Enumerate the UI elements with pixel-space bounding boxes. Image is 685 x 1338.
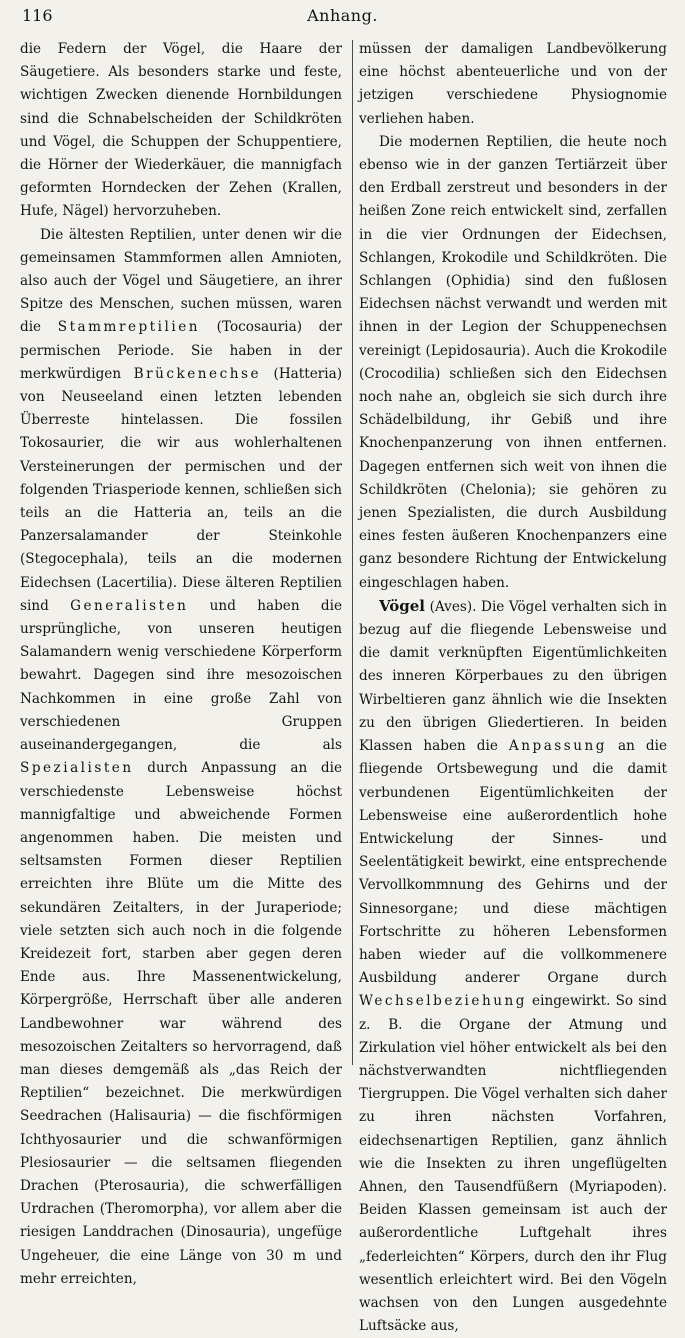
right-column — [359, 38, 667, 1338]
text-run: an die fliegende Ortsbewegung und die damit verbundenen Eigentümlichkeiten der Lebensweise eine außerordentlich hohe Entwickelung der Sinnes- und Seelentätigkeit bewirkt, eine entsprechende Vervollkommnung des Gehirns und der Sinnesorgane; und diese mächtigen Fortschritte zu höheren Lebensformen haben wieder auf die vollkommenere Ausbildung anderer Organe durch — [359, 738, 667, 987]
text-run: eingewirkt. So sind z. B. die Organe der Atmung und Zirkulation viel höher entwickelt als bei den nächstverwandten nichtfliegenden Tiergruppen. Die Vögel verhalten sich daher zu ihren nächsten Vorfahren, eidechsenartigen Reptilien, ganz ähnlich wie die Insekten zu ihren ungeflügelten Ahnen, den Tausendfüßern (Myriapoden). Beiden Klassen gemeinsam ist auch der außerordentliche Luftgehalt ihres „federleichten“ Körpers, durch den ihr Flug wesentlich erleichtert wird. Bei den Vögeln wachsen von den Lungen ausgedehnte Luftsäcke aus, — [359, 993, 667, 1335]
emphasized-term: Wechselbeziehung — [359, 993, 527, 1010]
paragraph: müssen der damaligen Landbevölkerung eine höchst abenteuerliche und von der jetzigen verschiedene Physiognomie verliehen haben. — [359, 41, 667, 127]
running-head: Anhang. — [307, 6, 378, 25]
text-run: und haben die ursprüngliche, von unseren heutigen Salamandern wenig verschiedene Körperform bewahrt. Dagegen sind ihre mesozoischen Nachkommen in eine große Zahl von verschiedenen Gruppen auseinandergegangen, die als — [20, 597, 342, 754]
emphasized-term: Generalisten — [70, 597, 189, 614]
paragraph — [359, 595, 667, 1338]
emphasized-term: Anpassung — [508, 738, 607, 755]
page-number: 116 — [22, 6, 53, 25]
column-rule — [352, 40, 353, 1065]
paragraph: Die modernen Reptilien, die heute noch ebenso wie in der ganzen Tertiärzeit über den Erdball zerstreut und besonders in der heißen Zone reich entwickelt sind, zerfallen in die vier Ordnungen der Eidechsen, Schlangen, Krokodile und Schildkröten. Die Schlangen (Ophidia) sind den fußlosen Eidechsen nächst verwandt und werden mit ihnen in der Legion der Schuppenechsen vereinigt (Lepidosauria). Auch die Krokodile (Crocodilia) schließen sich den Eidechsen noch nahe an, obgleich sie sich durch ihre Schädelbildung, ihr Gebiß und ihre Knochenpanzerung von ihnen entfernen. Dagegen entfernen sich weit von ihnen die Schildkröten (Chelonia); sie gehören zu jenen Spezialisten, die durch Ausbildung eines festen äußeren Knochenpanzers eine ganz besondere Richtung der Entwickelung eingeschlagen haben. — [359, 133, 667, 591]
text-run: (Aves). Die Vögel verhalten sich in bezug auf die fliegende Lebensweise und die damit verknüpften Eigentümlichkeiten des inneren Körperbaues zu den übrigen Wirbeltieren ganz ähnlich wie die Insekten zu den übrigen Gliedertieren. In beiden Klassen haben die — [359, 598, 667, 755]
left-column — [20, 38, 342, 1291]
emphasized-term: Brückenechse — [133, 365, 261, 382]
text-run: (Tocosauria) der permischen Periode. Sie haben in der merkwürdigen — [20, 319, 342, 382]
emphasized-term: Stammreptilien — [57, 319, 200, 336]
text-run: (Hatteria) von Neuseeland einen letzten lebenden Überreste hintelassen. Die fossilen Tokosaurier, die wir aus wohlerhaltenen Versteinerungen der permischen und der folgenden Triasperiode kennen, schließen sich teils an die Hatteria an, teils an die Panzersalamander der Steinkohle (Stegocephala), teils an die modernen Eidechsen (Lacertilia). Diese älteren Reptilien sind — [20, 365, 343, 614]
paragraph — [20, 224, 342, 1291]
text-run: durch Anpassung an die verschiedenste Lebensweise höchst mannigfaltige und abweichende Formen angenommen haben. Die meisten und seltsamsten Formen dieser Reptilien erreichten ihre Blüte um die Mitte des sekundären Zeitalters, in der Juraperiode; viele setzten sich auch noch in die folgende Kreidezeit fort, starben aber gegen deren Ende aus. Ihre Massenentwickelung, Körpergröße, Herrschaft über alle anderen Landbewohner war während des mesozoischen Zeitalters so hervorragend, daß man dieses demgemäß als „das Reich der Reptilien“ bezeichnet. Die merkwürdigen Seedrachen (Halisauria) — die fischförmigen Ichthyosaurier und die schwanförmigen Plesiosaurier — die seltsamen fliegenden Drachen (Pterosauria), die schwerfälligen Urdrachen (Theromorpha), vor allem aber die riesigen Landdrachen (Dinosauria), ungefüge Ungeheuer, die eine Länge von 30 m und mehr erreichten, — [20, 760, 342, 1287]
text-run: Die ältesten Reptilien, unter denen wir die gemeinsamen Stammformen allen Amnioten, also auch der Vögel und Säugetiere, an ihrer Spitze des Menschen, suchen müssen, waren die — [20, 226, 342, 336]
emphasized-term: Spezialisten — [20, 760, 134, 777]
section-heading-term: Vögel — [379, 596, 425, 615]
paragraph: die Federn der Vögel, die Haare der Säugetiere. Als besonders starke und feste, wichtigen Zwecken dienende Hornbildungen sind die Schnabelscheiden der Schildkröten und Vögel, die Schuppen der Schuppentiere, die Hörner der Wiederkäuer, die mannigfach geformten Horndecken der Zehen (Krallen, Hufe, Nägel) hervorzuheben. — [20, 41, 342, 220]
page-header — [22, 6, 663, 32]
